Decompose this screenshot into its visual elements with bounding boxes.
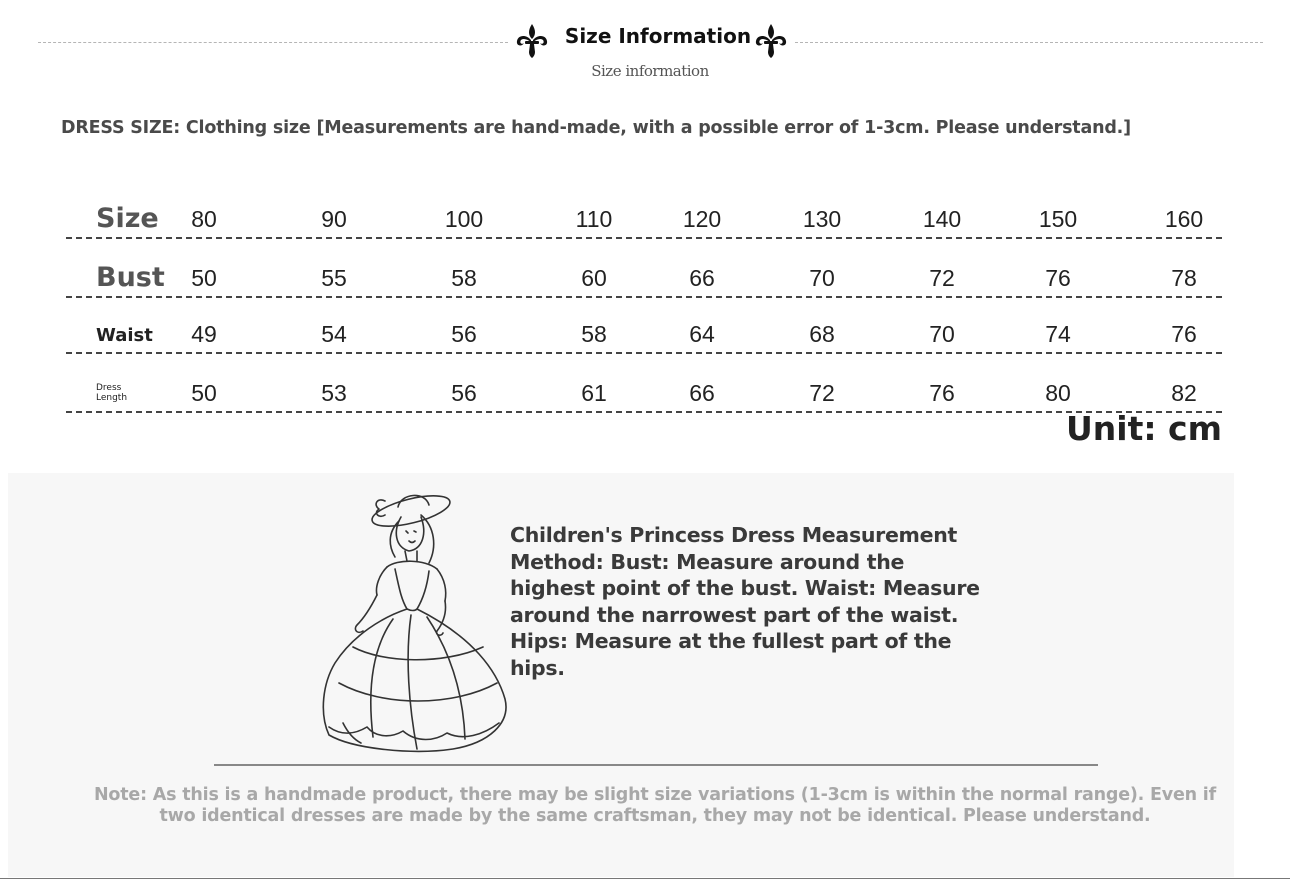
table-cell-waist: 56 xyxy=(451,321,477,347)
table-cell-waist: 64 xyxy=(689,321,715,347)
table-cell-waist: 70 xyxy=(929,321,955,347)
table-cell-waist: 49 xyxy=(191,321,217,347)
panel-divider xyxy=(214,764,1098,766)
table-cell-dress-length: 50 xyxy=(191,380,217,406)
table-cell-bust: 76 xyxy=(1045,265,1071,291)
header-divider-right xyxy=(795,42,1263,43)
table-cell-waist: 54 xyxy=(321,321,347,347)
size-table xyxy=(66,180,1222,413)
row-label-dress-line: Dress xyxy=(96,383,122,393)
table-cell-waist: 74 xyxy=(1045,321,1071,347)
fleur-de-lis-icon xyxy=(753,22,789,60)
table-cell-bust: 50 xyxy=(191,265,217,291)
table-cell-waist: 58 xyxy=(581,321,607,347)
unit-label: Unit: cm xyxy=(1065,409,1222,448)
table-cell-size: 110 xyxy=(575,206,613,232)
page-title: Size Information xyxy=(564,24,752,48)
table-cell-bust: 55 xyxy=(321,265,347,291)
table-cell-bust: 58 xyxy=(451,265,477,291)
table-cell-size: 90 xyxy=(321,206,347,232)
table-cell-bust: 60 xyxy=(581,265,607,291)
row-label-size: Size xyxy=(96,203,159,234)
table-cell-size: 80 xyxy=(191,206,217,232)
dress-size-note: DRESS SIZE: Clothing size [Measurements are hand-made, with a possible error of 1-3cm. Please understand.] xyxy=(61,118,1131,138)
header-divider-left xyxy=(38,42,508,43)
row-label-length-line: Length xyxy=(96,393,128,403)
table-row-waist xyxy=(66,298,1222,354)
table-cell-dress-length: 82 xyxy=(1171,380,1197,406)
table-cell-bust: 66 xyxy=(689,265,715,291)
measurement-method-text: Children's Princess Dress Measurement Method: Bust: Measure around the highest point of the bust. Waist: Measure around the narrowest part of the waist. Hips: Measure at the fullest part of the hips. xyxy=(510,523,980,680)
table-cell-dress-length: 66 xyxy=(689,380,715,406)
table-cell-dress-length: 72 xyxy=(809,380,835,406)
table-row-dress-length xyxy=(66,354,1222,413)
table-cell-dress-length: 76 xyxy=(929,380,955,406)
table-cell-size: 140 xyxy=(922,206,962,232)
table-cell-bust: 78 xyxy=(1171,265,1197,291)
row-label-bust: Bust xyxy=(96,262,165,293)
table-cell-bust: 72 xyxy=(929,265,955,291)
row-label-dress-length xyxy=(96,383,127,403)
table-cell-bust: 70 xyxy=(809,265,835,291)
table-cell-dress-length: 61 xyxy=(581,380,607,406)
table-row-size xyxy=(66,180,1222,239)
table-row-bust xyxy=(66,239,1222,298)
page-subtitle: Size information xyxy=(591,62,709,80)
table-cell-waist: 68 xyxy=(809,321,835,347)
table-cell-size: 120 xyxy=(682,206,722,232)
table-cell-dress-length: 80 xyxy=(1045,380,1071,406)
table-cell-size: 160 xyxy=(1164,206,1204,232)
princess-dress-illustration xyxy=(313,487,513,757)
table-cell-size: 150 xyxy=(1038,206,1078,232)
handmade-note-line-2: two identical dresses are made by the same craftsman, they may not be identical. Please understand. xyxy=(159,806,1151,826)
row-label-waist: Waist xyxy=(96,325,153,346)
bottom-divider xyxy=(0,878,1290,879)
table-cell-dress-length: 53 xyxy=(321,380,347,406)
table-cell-waist: 76 xyxy=(1171,321,1197,347)
handmade-note xyxy=(50,785,1260,827)
handmade-note-line-1: Note: As this is a handmade product, there may be slight size variations (1-3cm is within the normal range). Even if xyxy=(93,785,1217,805)
table-cell-size: 100 xyxy=(444,206,484,232)
table-cell-size: 130 xyxy=(802,206,842,232)
table-cell-dress-length: 56 xyxy=(451,380,477,406)
